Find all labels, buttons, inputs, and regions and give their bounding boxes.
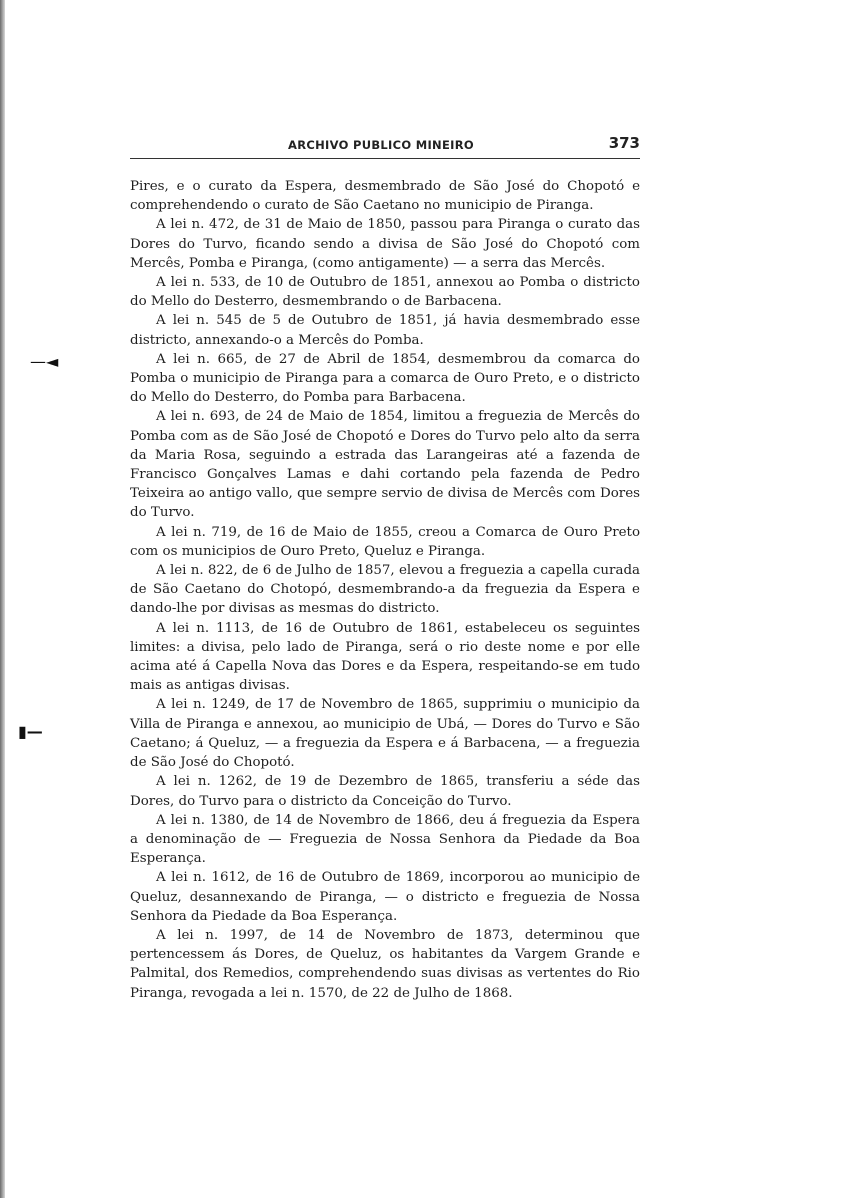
paragraph: A lei n. 472, de 31 de Maio de 1850, passou para Piranga o curato das Dores do Turvo, ficando sendo a divisa de São José do Chopotó com Mercês, Pomba e Piranga, (como antigamente) — a serra das Mercês. xyxy=(130,217,640,271)
paragraph: A lei n. 1997, de 14 de Novembro de 1873, determinou que pertencessem ás Dores, de Queluz, os habitantes da Vargem Grande e Palmital, dos Remedios, comprehendendo suas divisas as vertentes do Rio Piranga, revogada a lei n. 1570, de 22 de Julho de 1868. xyxy=(130,927,640,1001)
paragraph: A lei n. 545 de 5 de Outubro de 1851, já havia desmembrado esse districto, annexando-o a Mercês do Pomba. xyxy=(130,313,640,348)
paragraph: A lei n. 1113, de 16 de Outubro de 1861, estabeleceu os seguintes limites: a divisa, pelo lado de Piranga, será o rio deste nome e por elle acima até á Capella Nova das Dores e da Espera, respeitando-se em tudo mais as antigas divisas. xyxy=(130,620,640,694)
page-header xyxy=(130,134,640,159)
margin-pointer-icon: ▮— xyxy=(18,722,43,741)
paragraph: A lei n. 665, de 27 de Abril de 1854, desmembrou da comarca do Pomba o municipio de Piranga para a comarca de Ouro Preto, e o districto do Mello do Desterro, do Pomba para Barbacena. xyxy=(130,351,640,406)
paragraph: A lei n. 693, de 24 de Maio de 1854, limitou a freguezia de Mercês do Pomba com as de São José de Chopotó e Dores do Turvo pelo alto da serra da Maria Rosa, seguindo a estrada das Larangeiras até a fazenda de Francisco Gonçalves Lamas e dahi cortando pela fazenda de Pedro Teixeira ao antigo vallo, que sempre servio de divisa de Mercês com Dores do Turvo. xyxy=(130,409,640,521)
page-number: 373 xyxy=(608,134,640,152)
paragraph: A lei n. 1249, de 17 de Novembro de 1865, supprimiu o municipio da Villa de Piranga e annexou, ao municipio de Ubá, — Dores do Turvo e São Caetano; á Queluz, — a freguezia da Espera e á Barbacena, — a freguezia de São José do Chopotó. xyxy=(130,697,640,771)
paragraph: A lei n. 719, de 16 de Maio de 1855, creou a Comarca de Ouro Preto com os municipios de Ouro Preto, Queluz e Piranga. xyxy=(130,524,640,559)
paragraph: A lei n. 822, de 6 de Julho de 1857, elevou a freguezia a capella curada de São Caetano do Chotopó, desmembrando-a da freguezia da Espera e dando-lhe por divisas as mesmas do districto. xyxy=(130,563,640,617)
paragraph: A lei n. 1380, de 14 de Novembro de 1866, deu á freguezia da Espera a denominação de — Freguezia de Nossa Senhora da Piedade da Boa Esperança. xyxy=(130,812,640,867)
body-text xyxy=(130,177,640,1003)
scan-edge-shadow xyxy=(0,0,5,1198)
running-title: ARCHIVO PUBLICO MINEIRO xyxy=(288,138,474,152)
paragraph: A lei n. 1262, de 19 de Dezembro de 1865, transferiu a séde das Dores, do Turvo para o districto da Conceição do Turvo. xyxy=(130,774,640,809)
margin-arrow-icon: —◄ xyxy=(30,352,59,371)
paragraph: A lei n. 1612, de 16 de Outubro de 1869, incorporou ao municipio de Queluz, desannexando de Piranga, — o districto e freguezia de Nossa Senhora da Piedade da Boa Esperança. xyxy=(130,870,640,924)
paragraph: Pires, e o curato da Espera, desmembrado de São José do Chopotó e comprehendendo o curato de São Caetano no municipio de Piranga. xyxy=(130,179,640,214)
paragraph: A lei n. 533, de 10 de Outubro de 1851, annexou ao Pomba o districto do Mello do Desterro, desmembrando o de Barbacena. xyxy=(130,275,640,310)
